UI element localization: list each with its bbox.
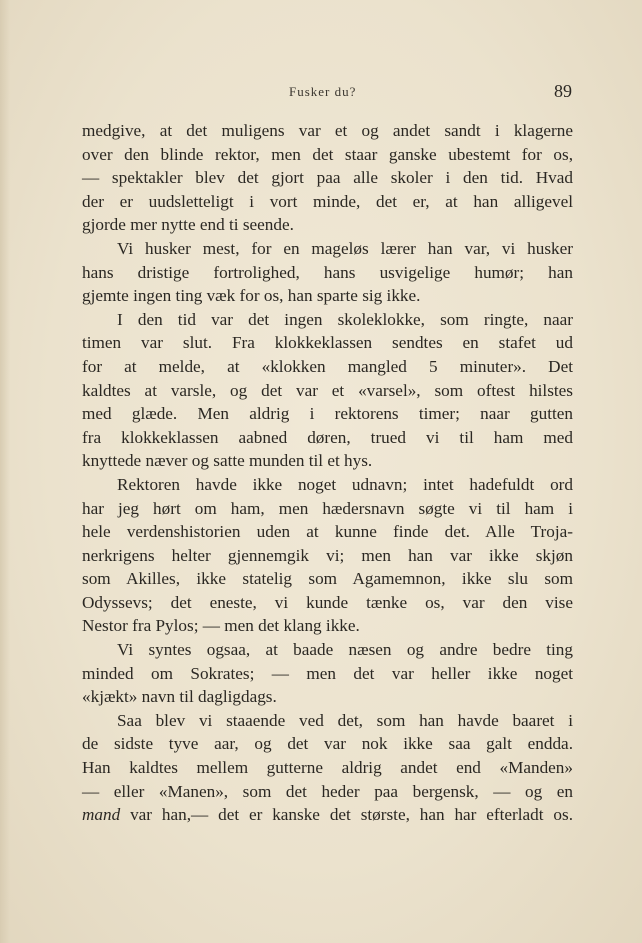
text-line: med glæde. Men aldrig i rektorens timer; naar gutten [82,404,573,424]
text-line: over den blinde rektor, men det staar ganske ubestemt for os, [82,144,573,164]
text-line: Odyssevs; det eneste, vi kunde tænke os, var den vise [82,592,573,612]
italic-word: mand [82,805,121,825]
text-line: medgive, at det muligens var et og andet sandt i klagerne [82,121,573,140]
text-line: nerkrigens helter gjennemgik vi; men han var ikke skjøn [82,545,573,565]
final-line-rest: var han,— det er kanske det største, han har efterladt os. [120,805,573,825]
page-number: 89 [554,81,572,101]
text-line-final [82,803,573,827]
running-title: Fusker du? [289,84,357,99]
text-line: «kjækt» navn til dagligdags. [82,687,277,707]
text-line: hans dristige fortrolighed, hans usvigelige humør; han [82,262,573,282]
text-line: — eller «Manen», som det heder paa bergensk, — og en [82,781,573,801]
text-line: gjemte ingen ting væk for os, han sparte sig ikke. [82,286,421,306]
text-line: Vi syntes ogsaa, at baade næsen og andre bedre ting [117,640,573,660]
text-line: kaldtes at varsle, og det var et «varsel», som oftest hilstes [82,380,573,400]
text-line: Vi husker mest, for en mageløs lærer han var, vi husker [117,238,573,258]
final-line-container [82,803,573,827]
text-line: Han kaldtes mellem gutterne aldrig andet end «Manden» [82,758,573,778]
text-line: Saa blev vi staaende ved det, som han havde baaret i [117,710,573,730]
page-header [82,81,572,108]
text-line: minded om Sokrates; — men det var heller ikke noget [82,663,573,683]
text-line: der er uudsletteligt i vort minde, det er, at han alligevel [82,191,573,211]
text-line: gjorde mer nytte end ti seende. [82,215,294,235]
text-line: Nestor fra Pylos; — men det klang ikke. [82,616,360,636]
page-spine-shadow [0,0,10,943]
text-line: I den tid var det ingen skoleklokke, som ringte, naar [117,309,573,329]
text-line: de sidste tyve aar, og det var nok ikke saa galt endda. [82,734,573,754]
body-text [82,119,573,827]
text-line: fra klokkeklassen aabned døren, trued vi til ham med [82,427,573,447]
text-line: — spektakler blev det gjort paa alle skoler i den tid. Hvad [82,168,573,188]
text-line: for at melde, at «klokken mangled 5 minuter». Det [82,356,573,376]
text-line: hele verdenshistorien uden at kunne finde det. Alle Troja- [82,522,573,542]
text-line: har jeg hørt om ham, men hædersnavn søgte vi til ham i [82,498,573,518]
text-lines [82,119,573,803]
text-line: som Akilles, ikke statelig som Agamemnon, ikke slu som [82,569,573,589]
text-line: Rektoren havde ikke noget udnavn; intet hadefuldt ord [117,474,573,494]
text-line: timen var slut. Fra klokkeklassen sendtes en stafet ud [82,333,573,353]
text-line: knyttede næver og satte munden til et hys. [82,451,373,471]
